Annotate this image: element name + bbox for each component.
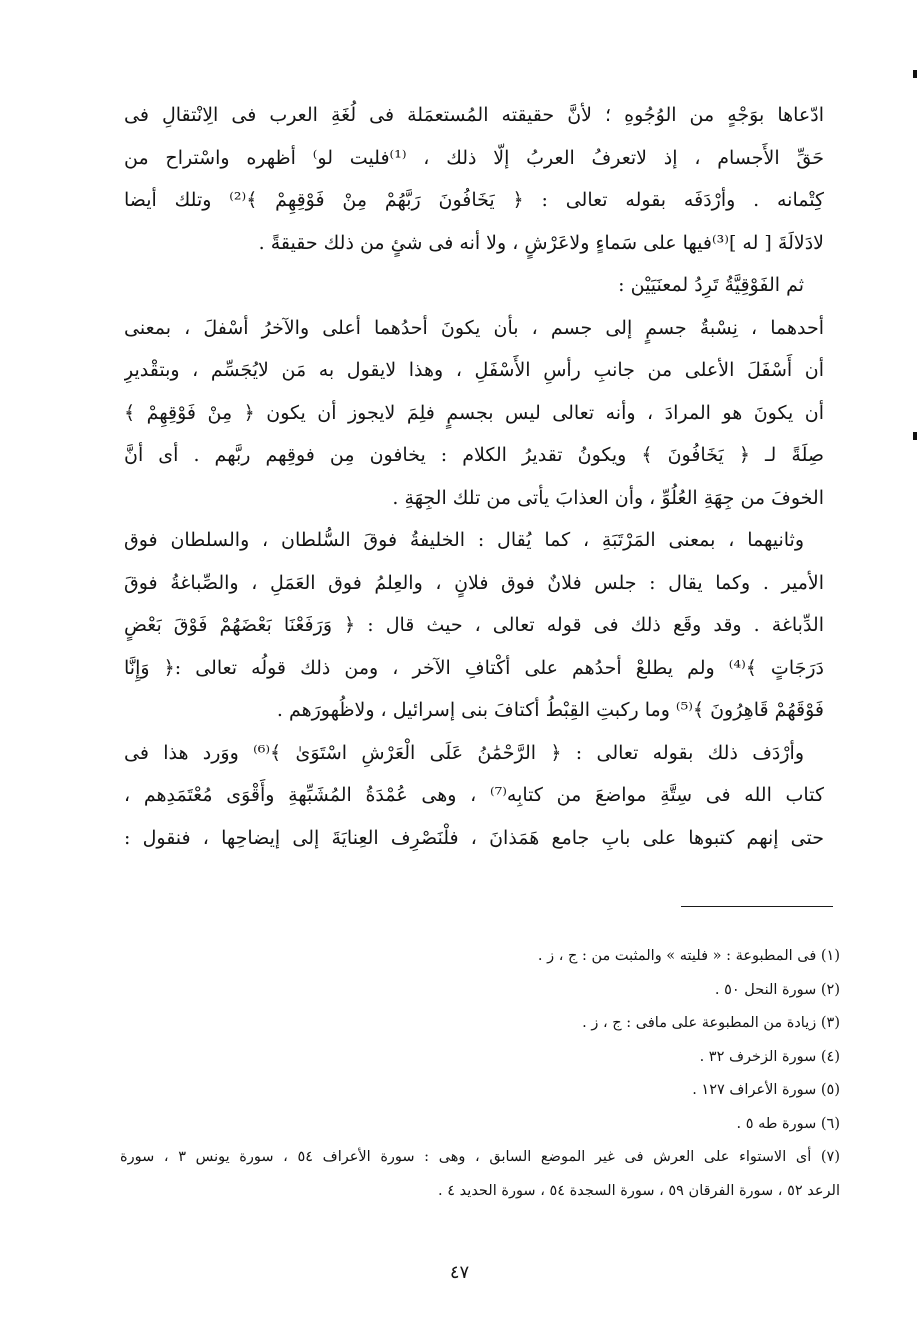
text-line: كِتْمانه . وأرْدَفَه بقوله تعالى : ﴿ يَخَافُونَ رَبَّهُمْ مِنْ فَوْقِهِمْ ﴾⁽²⁾ وتلك أيضا <box>124 189 824 211</box>
footnote: (١) فى المطبوعة : « فليته » والمثبت من : ج ، ز . <box>537 948 840 964</box>
text-line: ثم الفَوْقِيَّةُ تَرِدُ لمعنَيَيْن : <box>618 274 804 296</box>
text-line: أن أَسْفَلَ الأعلى من جانبِ رأسِ الأَسْفَلِ ، وهذا لايقول به مَن لايُجَسِّم ، وبتقْديرِ <box>124 359 824 381</box>
footnote: (٣) زيادة من المطبوعة على مافى : ج ، ز . <box>582 1015 840 1031</box>
scan-edge-mark <box>913 432 917 440</box>
footnote-divider <box>681 906 833 907</box>
text-line: حَقِّ الأَجسام ، إذ لاتعرفُ العربُ إلّا ذلك ، ⁽¹⁾فليت لو⁾ أظهره واسْتراح من <box>124 146 824 169</box>
text-line: أن يكونَ هو المرادَ ، وأنه تعالى ليس بجسمٍ فلِمَ لايجوز أن يكون ﴿ مِنْ فَوْقِهِمْ ﴾ <box>124 401 824 424</box>
footnote-continuation: الرعد ٥٢ ، سورة الفرقان ٥٩ ، سورة السجدة ٥٤ ، سورة الحديد ٤ . <box>438 1182 840 1199</box>
footnote: (٤) سورة الزخرف ٣٢ . <box>699 1048 840 1065</box>
main-text <box>124 94 824 859</box>
footnote: (٢) سورة النحل ٥٠ . <box>714 981 840 998</box>
text-line: الخوفَ من جِهَةِ العُلُوِّ ، وأن العذابَ يأتى من تلك الجِهَةِ . <box>392 486 824 509</box>
text-line: كتاب الله فى سِتَّةِ مواضعَ من كتابِه⁽⁷⁾ ، وهى عُمْدَةُ المُشَبِّهةِ وأَقْوَى مُعْتَمَدِهم ، <box>124 784 824 806</box>
text-line: حتى إنهم كتبوها على بابِ جامع هَمَذانَ ، فلْنَصْرِف العِنايَةَ إلى إيضاحِها ، فنقول : <box>124 826 824 849</box>
footnote: (٥) سورة الأعراف ١٢٧ . <box>692 1082 840 1098</box>
text-line: لادَلالَةَ [ له ]⁽³⁾فيها على سَماءٍ ولاعَرْشٍ ، ولا أنه فى شئٍ من ذلك حقيقةً . <box>258 231 824 254</box>
page-number: ٤٧ <box>449 1262 470 1283</box>
text-line: وأرْدَف ذلك بقوله تعالى : ﴿ الرَّحْمَٰنُ عَلَى الْعَرْشِ اسْتَوَىٰ ﴾⁽⁶⁾ ووَرد هذا فى <box>124 741 804 764</box>
footnote: (٦) سورة طه ٥ . <box>736 1115 840 1132</box>
text-line: وثانيهما ، بمعنى المَرْتَبَةِ ، كما يُقال : الخليفةُ فوقَ السُّلطان ، والسلطان فوق <box>124 529 804 551</box>
footnotes <box>120 940 840 1208</box>
scan-edge-mark <box>913 70 917 78</box>
text-line: ادّعاها بوَجْهٍ من الوُجُوهِ ؛ لأنَّ حقيقته المُستعمَلة فى لُغَةِ العرب فى الِانْتقالِ فى <box>124 104 824 126</box>
footnote: (٧) أى الاستواء على العرش فى غير الموضع السابق ، وهى : سورة الأعراف ٥٤ ، سورة يونس ٣ ، سورة <box>120 1149 840 1165</box>
text-line: دَرَجَاتٍ ﴾⁽⁴⁾ ولم يطلعْ أحدُهم على أكْتافِ الآخر ، ومن ذلك قولُه تعالى :﴿ وَإِنَّا <box>124 656 824 679</box>
text-line: الأمير . وكما يقال : جلس فلانٌ فوق فلانٍ ، والعِلمُ فوق العَمَلِ ، والصِّباغةُ فوقَ <box>124 571 824 594</box>
text-line: الدِّباغة . وقد وقَع ذلك فى قوله تعالى ، حيث قال : ﴿ وَرَفَعْنَا بَعْضَهُمْ فَوْقَ بَعْضٍ <box>124 614 824 636</box>
text-line: فَوْقَهُمْ قَاهِرُونَ ﴾⁽⁵⁾ وما ركبتِ القِبْطُ أكتافَ بنى إسرائيل ، ولاظُهورَهم . <box>276 699 824 721</box>
text-line: أحدهما ، نِسْبةُ جسمٍ إلى جسم ، بأن يكونَ أحدُهما أعلى والآخرُ أسْفلَ ، بمعنى <box>124 316 824 339</box>
text-line: صِلَةً لـ ﴿ يَخَافُونَ ﴾ ويكونُ تقديرُ الكلام : يخافون مِن فوقِهم ربَّهم . أى أنَّ <box>124 444 824 466</box>
